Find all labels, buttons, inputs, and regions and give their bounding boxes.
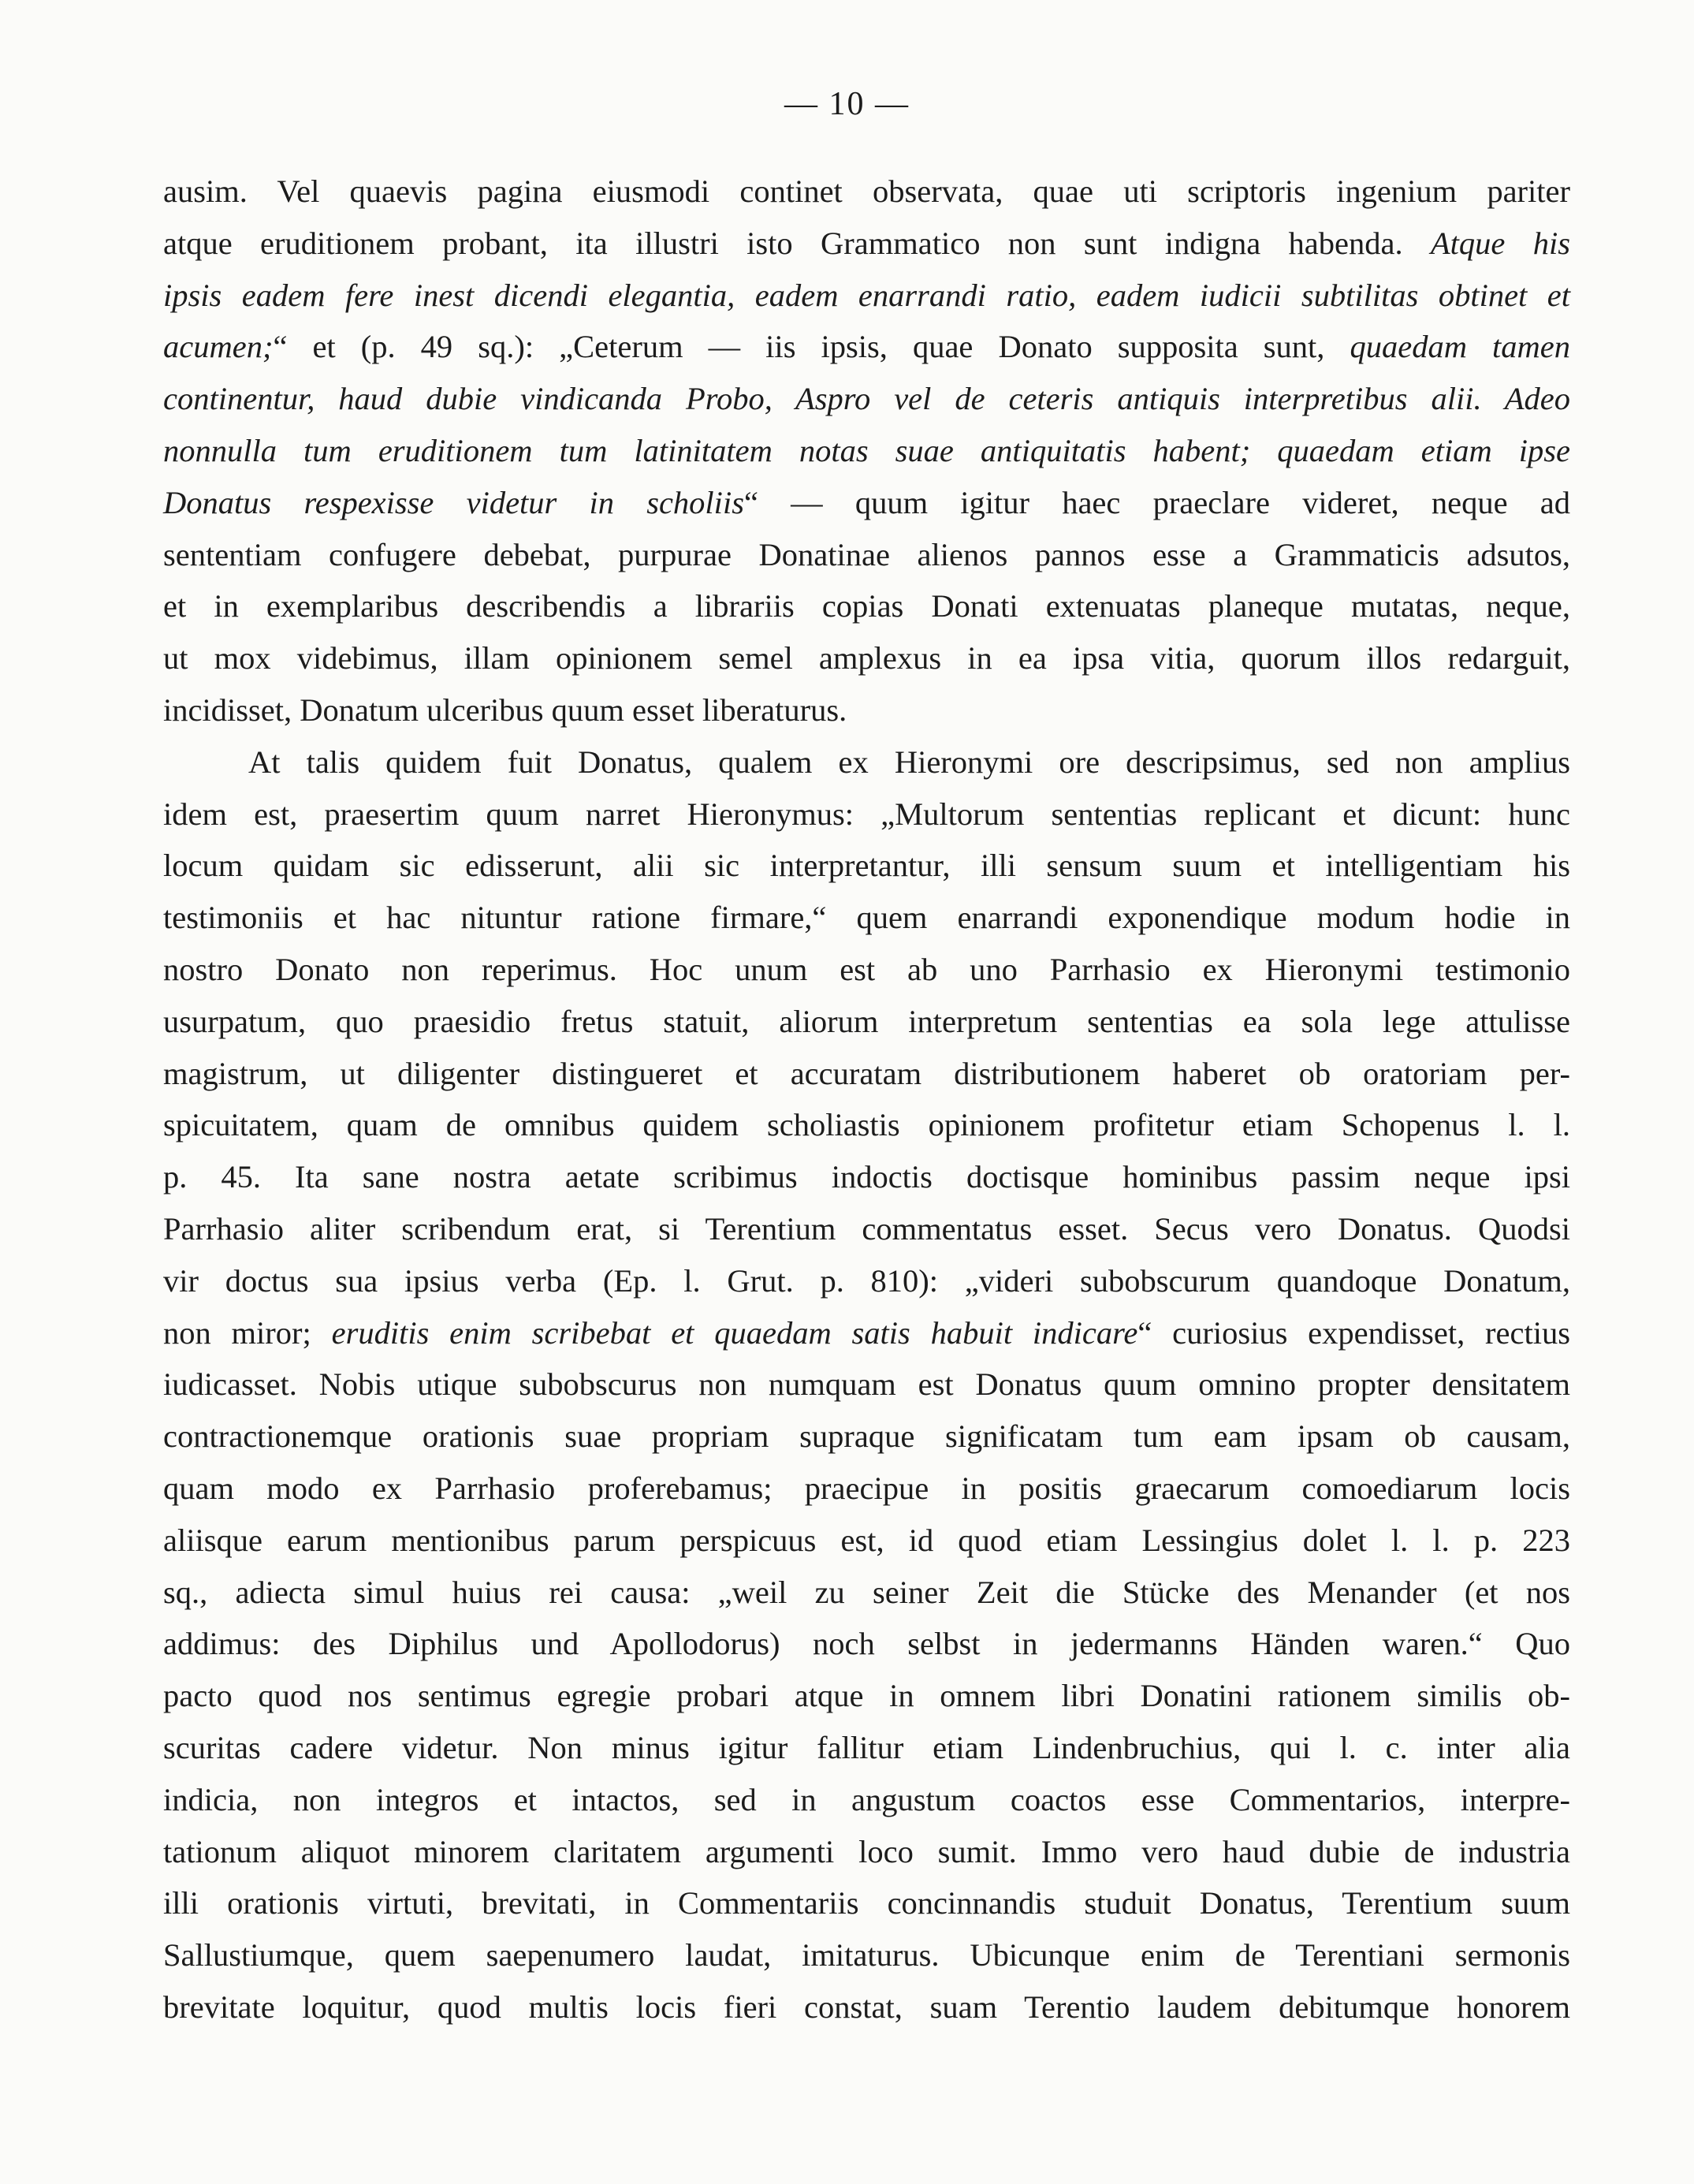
roman-text: non miror; — [163, 1314, 332, 1351]
roman-text: iudicasset. Nobis utique subobscurus non numquam est Donatus quum omnino propter densitatem — [163, 1366, 1570, 1403]
text-line — [163, 1463, 1570, 1515]
text-line — [163, 580, 1570, 632]
roman-text: sententiam confugere debebat, purpurae Donatinae alienos pannos esse a Grammaticis adsutos, — [163, 536, 1570, 572]
text-line — [163, 1411, 1570, 1463]
roman-text: pacto quod nos sentimus egregie probari atque in omnem libri Donatini rationem similis ob- — [163, 1678, 1570, 1714]
text-line — [163, 632, 1570, 684]
italic-text: eruditis enim scribebat et quaedam satis habuit indicare — [331, 1314, 1138, 1351]
roman-text: “ curiosius expendisset, rectius — [1137, 1314, 1571, 1351]
italic-text: ipsis eadem fere inest dicendi elegantia, eadem enarrandi ratio, eadem iudicii subtilitas obtinet et — [163, 277, 1570, 313]
text-line — [163, 996, 1570, 1048]
roman-text: ausim. Vel quaevis pagina eiusmodi continet observata, quae uti scriptoris ingenium pariter — [163, 173, 1570, 209]
text-line — [163, 1567, 1570, 1619]
body-text — [163, 166, 1570, 2033]
roman-text: contractionemque orationis suae propriam supraque significatam tum eam ipsam ob causam, — [163, 1418, 1570, 1455]
roman-text: idem est, praesertim quum narret Hieronymus: „Multorum sententias replicant et dicunt: hunc — [163, 796, 1570, 832]
text-line — [163, 1151, 1570, 1203]
roman-text: usurpatum, quo praesidio fretus statuit, aliorum interpretum sententias ea sola lege attulisse — [163, 1003, 1570, 1039]
text-line — [163, 1929, 1570, 1981]
roman-text: nostro Donato non reperimus. Hoc unum est ab uno Parrhasio ex Hieronymi testimonio — [163, 951, 1570, 987]
text-line — [163, 1670, 1570, 1722]
roman-text: locum quidam sic edisserunt, alii sic interpretantur, illi sensum suum et intelligentiam his — [163, 848, 1570, 884]
text-line — [163, 1774, 1570, 1826]
roman-text: illi orationis virtuti, brevitati, in Commentariis concinnandis studuit Donatus, Terentium suum — [163, 1885, 1570, 1921]
text-line — [163, 1618, 1570, 1670]
text-line — [163, 270, 1570, 322]
italic-text: nonnulla tum eruditionem tum latinitatem notas suae antiquitatis habent; quaedam etiam ipse — [163, 432, 1570, 468]
roman-text: spicuitatem, quam de omnibus quidem scholiastis opinionem profitetur etiam Schopenus l. l. — [163, 1107, 1570, 1143]
text-line — [163, 840, 1570, 892]
roman-text: tationum aliquot minorem claritatem argumenti loco sumit. Immo vero haud dubie de industria — [163, 1833, 1570, 1869]
italic-text: Donatus respexisse videtur in scholiis — [163, 484, 744, 520]
text-line — [163, 788, 1570, 840]
text-line — [163, 373, 1570, 425]
roman-text: et in exemplaribus describendis a librariis copias Donati extenuatas planeque mutatas, neque, — [163, 588, 1570, 624]
page-number: — 10 — — [784, 86, 910, 122]
text-line — [163, 944, 1570, 996]
italic-text: Atque his — [1430, 225, 1570, 261]
italic-text: continentur, haud dubie vindicanda Probo, Aspro vel de ceteris antiquis interpretibus alii. Adeo — [163, 381, 1570, 417]
text-line — [163, 218, 1570, 270]
text-line — [163, 736, 1570, 788]
roman-text: At talis quidem fuit Donatus, qualem ex Hieronymi ore descripsimus, sed non amplius — [248, 744, 1570, 780]
text-line — [163, 684, 1570, 736]
text-line — [163, 1307, 1570, 1359]
text-line — [163, 166, 1570, 218]
text-line — [163, 1358, 1570, 1411]
text-line — [163, 1203, 1570, 1255]
text-line — [163, 321, 1570, 373]
roman-text: testimoniis et hac nituntur ratione firmare,“ quem enarrandi exponendique modum hodie in — [163, 900, 1570, 936]
roman-text: scuritas cadere videtur. Non minus igitur fallitur etiam Lindenbruchius, qui l. c. inter alia — [163, 1729, 1570, 1765]
roman-text: magistrum, ut diligenter distingueret et accuratam distributionem haberet ob oratoriam per- — [163, 1055, 1570, 1091]
roman-text: ut mox videbimus, illam opinionem semel amplexus in ea ipsa vitia, quorum illos redarguit, — [163, 640, 1570, 676]
roman-text: Parrhasio aliter scribendum erat, si Terentium commentatus esset. Secus vero Donatus. Quodsi — [163, 1210, 1570, 1247]
roman-text: indicia, non integros et intactos, sed in angustum coactos esse Commentarios, interpre- — [163, 1781, 1570, 1817]
text-line — [163, 892, 1570, 944]
text-line — [163, 1255, 1570, 1307]
text-line — [163, 1515, 1570, 1567]
text-line — [163, 1048, 1570, 1100]
italic-text: acumen; — [163, 329, 274, 365]
text-line — [163, 1722, 1570, 1774]
text-line — [163, 425, 1570, 477]
text-line — [163, 1877, 1570, 1929]
text-line — [163, 477, 1570, 529]
roman-text: “ — quum igitur haec praeclare videret, neque ad — [743, 484, 1570, 520]
roman-text: p. 45. Ita sane nostra aetate scribimus indoctis doctisque hominibus passim neque ipsi — [163, 1159, 1570, 1195]
text-line — [163, 1826, 1570, 1878]
roman-text: quam modo ex Parrhasio proferebamus; praecipue in positis graecarum comoediarum locis — [163, 1470, 1570, 1506]
roman-text: sq., adiecta simul huius rei causa: „weil zu seiner Zeit die Stücke des Menander (et nos — [163, 1574, 1570, 1610]
roman-text: atque eruditionem probant, ita illustri isto Grammatico non sunt indigna habenda. — [163, 225, 1431, 261]
roman-text: incidisset, Donatum ulceribus quum esset liberaturus. — [163, 691, 847, 728]
text-line — [163, 1099, 1570, 1151]
roman-text: vir doctus sua ipsius verba (Ep. l. Grut. p. 810): „videri subobscurum quandoque Donatum, — [163, 1262, 1570, 1299]
text-line — [163, 529, 1570, 581]
roman-text: Sallustiumque, quem saepenumero laudat, imitaturus. Ubicunque enim de Terentiani sermonis — [163, 1937, 1570, 1973]
roman-text: “ et (p. 49 sq.): „Ceterum — iis ipsis, quae Donato supposita sunt, — [273, 329, 1350, 365]
italic-text: quaedam tamen — [1350, 329, 1571, 365]
text-line — [163, 1981, 1570, 2033]
roman-text: brevitate loquitur, quod multis locis fieri constat, suam Terentio laudem debitumque honorem — [163, 1988, 1570, 2025]
roman-text: addimus: des Diphilus und Apollodorus) noch selbst in jedermanns Händen waren.“ Quo — [163, 1626, 1570, 1662]
roman-text: aliisque earum mentionibus parum perspicuus est, id quod etiam Lessingius dolet l. l. p. 223 — [163, 1522, 1570, 1558]
